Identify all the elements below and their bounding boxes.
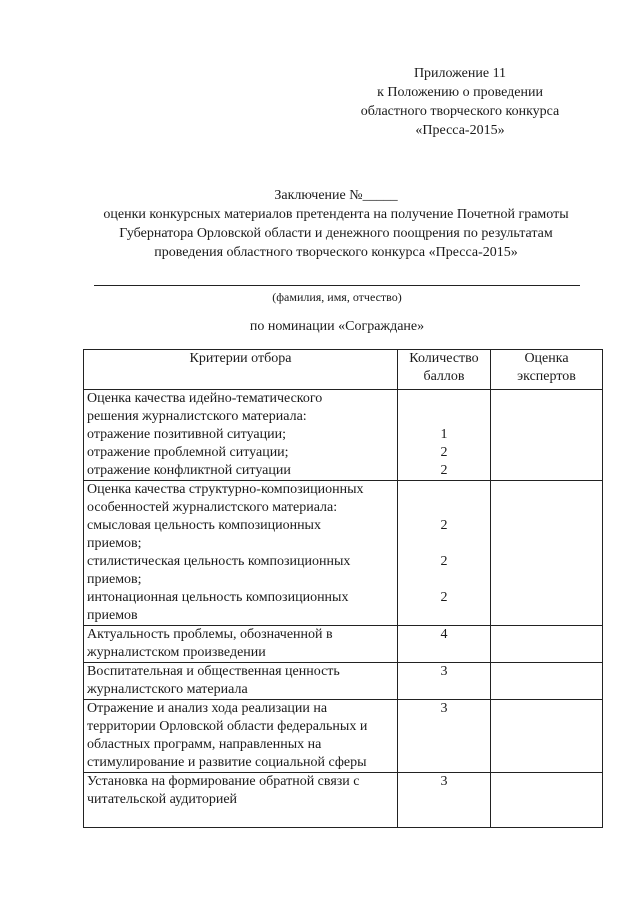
- points-value: 2: [440, 554, 448, 569]
- points-cell: [398, 481, 491, 626]
- expert-score-cell[interactable]: [491, 390, 603, 481]
- header-points-line: Количество: [409, 351, 479, 366]
- points-cell: [398, 700, 491, 773]
- criteria-cell: [84, 390, 398, 481]
- table-row: [84, 773, 603, 828]
- criteria-line: интонационная цельность композиционных: [87, 590, 349, 605]
- criteria-cell: [84, 626, 398, 663]
- table-row: [84, 390, 603, 481]
- appendix-block: [330, 64, 590, 140]
- criteria-line: решения журналистского материала:: [87, 409, 307, 424]
- points-value: 4: [440, 627, 448, 642]
- points-value: 2: [440, 445, 448, 460]
- heading-line: проведения областного творческого конкурса «Пресса-2015»: [154, 245, 518, 260]
- criteria-cell: [84, 773, 398, 828]
- expert-score-cell[interactable]: [491, 626, 603, 663]
- criteria-line: читательской аудиторией: [87, 792, 238, 807]
- points-value: 2: [440, 463, 448, 478]
- points-value: 3: [440, 664, 448, 679]
- criteria-line: приемов: [87, 608, 138, 623]
- document-title: Заключение №_____: [274, 188, 398, 203]
- criteria-cell: [84, 663, 398, 700]
- points-value: 2: [440, 590, 448, 605]
- header-expert: [491, 350, 603, 390]
- header-points: [398, 350, 491, 390]
- expert-score-cell[interactable]: [491, 481, 603, 626]
- criteria-line: Оценка качества структурно-композиционных: [87, 482, 364, 497]
- expert-score-cell[interactable]: [491, 773, 603, 828]
- criteria-line: журналистском произведении: [87, 645, 266, 660]
- criteria-line: Актуальность проблемы, обозначенной в: [87, 627, 333, 642]
- criteria-line: Оценка качества идейно-тематического: [87, 391, 323, 406]
- header-expert-line: экспертов: [517, 369, 576, 384]
- points-value: 3: [440, 774, 448, 789]
- header-points-line: баллов: [423, 369, 465, 384]
- table-row: [84, 481, 603, 626]
- criteria-line: отражение позитивной ситуации;: [87, 427, 286, 442]
- criteria-line: журналистского материала: [87, 682, 248, 697]
- expert-score-cell[interactable]: [491, 663, 603, 700]
- criteria-line: территории Орловской области федеральных и: [87, 719, 368, 734]
- appendix-line: «Пресса-2015»: [415, 123, 505, 138]
- points-cell: [398, 626, 491, 663]
- appendix-line: областного творческого конкурса: [360, 104, 560, 119]
- criteria-line: Отражение и анализ хода реализации на: [87, 701, 328, 716]
- criteria-cell: [84, 481, 398, 626]
- name-blank-line: [94, 285, 580, 286]
- criteria-line: приемов;: [87, 572, 142, 587]
- appendix-line: Приложение 11: [413, 66, 507, 81]
- heading-line: оценки конкурсных материалов претендента на получение Почетной грамоты: [103, 207, 569, 222]
- criteria-table: [83, 349, 603, 828]
- criteria-line: областных программ, направленных на: [87, 737, 322, 752]
- points-value: 1: [440, 427, 448, 442]
- criteria-line: Установка на формирование обратной связи с: [87, 774, 360, 789]
- points-value: 3: [440, 701, 448, 716]
- criteria-line: Воспитательная и общественная ценность: [87, 664, 340, 679]
- points-value: 2: [440, 518, 448, 533]
- criteria-cell: [84, 700, 398, 773]
- expert-score-cell[interactable]: [491, 700, 603, 773]
- document-heading: [60, 186, 612, 262]
- criteria-line: отражение конфликтной ситуации: [87, 463, 291, 478]
- points-cell: [398, 773, 491, 828]
- table-row: [84, 626, 603, 663]
- criteria-line: смысловая цельность композиционных: [87, 518, 321, 533]
- criteria-line: стилистическая цельность композиционных: [87, 554, 351, 569]
- criteria-line: приемов;: [87, 536, 142, 551]
- criteria-line: отражение проблемной ситуации;: [87, 445, 289, 460]
- criteria-line: особенностей журналистского материала:: [87, 500, 338, 515]
- header-expert-line: Оценка: [524, 351, 569, 366]
- heading-line: Губернатора Орловской области и денежного поощрения по результатам: [119, 226, 553, 241]
- table-row: [84, 700, 603, 773]
- appendix-line: к Положению о проведении: [377, 85, 543, 100]
- table-header-row: [84, 350, 603, 390]
- criteria-line: стимулирование и развитие социальной сферы: [87, 755, 367, 770]
- table-row: [84, 663, 603, 700]
- points-cell: [398, 663, 491, 700]
- header-criteria: Критерии отбора: [84, 350, 398, 390]
- name-caption: (фамилия, имя, отчество): [272, 290, 402, 304]
- points-cell: [398, 390, 491, 481]
- nomination-label: по номинации «Сограждане»: [249, 319, 425, 334]
